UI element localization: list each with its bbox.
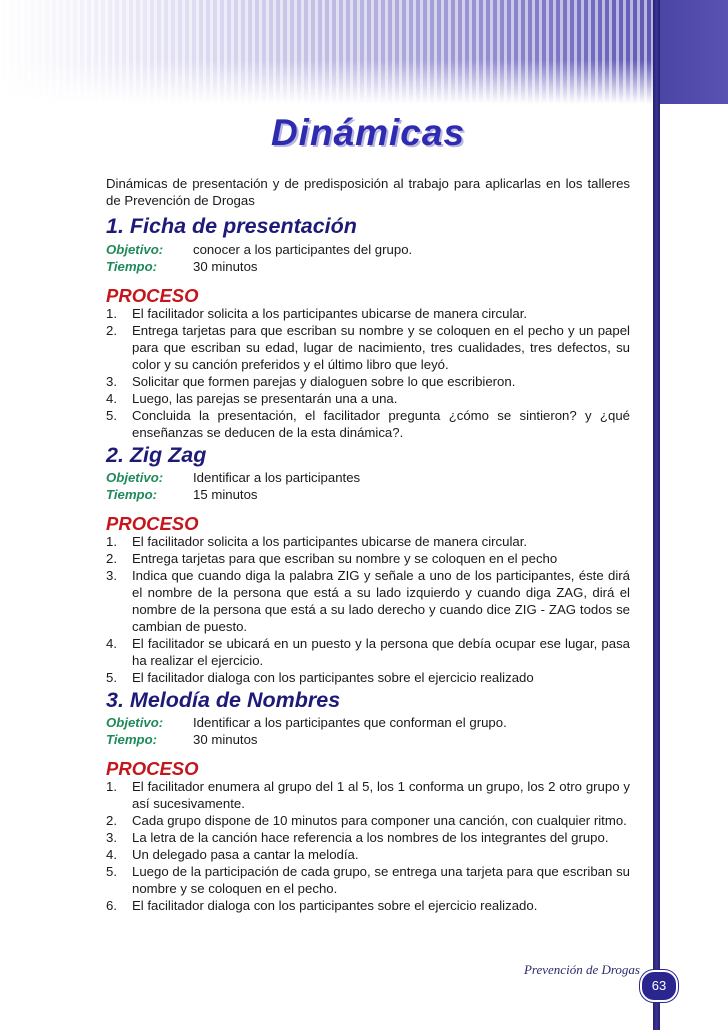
section-heading: 3. Melodía de Nombres (106, 688, 341, 712)
step-number: 3. (106, 374, 117, 389)
step-text: El facilitador solicita a los participantes ubicarse de manera circular. (132, 306, 528, 321)
step-text: El facilitador enumera al grupo del 1 al 5, los 1 conforma un grupo, los 2 otro grupo y así sucesivamente. (132, 779, 630, 811)
step-text: Indica que cuando diga la palabra ZIG y señale a uno de los participantes, éste dirá el nombre de la persona que está a su lado izquierdo y cuando diga ZAG, dirá el nombre de la persona que está a su lado derecho y cuando dice ZIG - ZAG todos se cambian de puesto. (132, 568, 630, 634)
footer-title: Prevención de Drogas (523, 962, 640, 977)
tiempo-label: Tiempo: (106, 487, 158, 502)
step-text: Concluida la presentación, el facilitador pregunta ¿cómo se sintieron? y ¿qué enseñanzas se deducen de la esta dinámica?. (132, 408, 630, 440)
step-text: Luego de la participación de cada grupo, se entrega una tarjeta para que escriban su nombre y se coloquen en el pecho. (132, 864, 630, 896)
list-item (106, 567, 630, 635)
step-text: Un delegado pasa a cantar la melodía. (132, 847, 359, 862)
step-number: 5. (106, 864, 117, 879)
step-number: 2. (106, 323, 117, 338)
step-text: Entrega tarjetas para que escriban su nombre y se coloquen en el pecho y un papel para que escriban su edad, lugar de nacimiento, tres cualidades, tres defectos, su color y su canción preferidos y el último libro que leyó. (132, 323, 630, 372)
step-number: 3. (106, 830, 117, 845)
section-meta (106, 241, 412, 275)
proceso-heading: PROCESO (106, 513, 199, 534)
list-item (106, 390, 630, 407)
steps-list (106, 533, 630, 686)
step-number: 4. (106, 847, 117, 862)
step-number: 2. (106, 813, 117, 828)
step-number: 5. (106, 408, 117, 423)
objetivo-value: Identificar a los participantes que conforman el grupo. (193, 715, 507, 730)
section-meta (106, 469, 360, 503)
list-item (106, 305, 630, 322)
right-margin-bar (653, 0, 660, 1030)
step-number: 2. (106, 551, 117, 566)
objetivo-value: conocer a los participantes del grupo. (193, 242, 413, 257)
list-item (106, 635, 630, 669)
tiempo-label: Tiempo: (106, 259, 158, 274)
step-text: Luego, las parejas se presentarán una a una. (132, 391, 398, 406)
steps-list (106, 778, 630, 914)
list-item (106, 829, 630, 846)
proceso-heading: PROCESO (106, 285, 199, 306)
tiempo-value: 15 minutos (193, 487, 258, 502)
list-item (106, 669, 630, 686)
step-number: 1. (106, 779, 117, 794)
list-item (106, 812, 630, 829)
proceso-heading: PROCESO (106, 758, 199, 779)
corner-block (660, 0, 728, 104)
objetivo-value: Identificar a los participantes (193, 470, 361, 485)
step-number: 4. (106, 391, 117, 406)
section-meta (106, 714, 507, 748)
step-text: Cada grupo dispone de 10 minutos para componer una canción, con cualquier ritmo. (132, 813, 627, 828)
tiempo-value: 30 minutos (193, 732, 258, 747)
objetivo-label: Objetivo: (106, 242, 164, 257)
step-number: 5. (106, 670, 117, 685)
page-number: 63 (640, 970, 678, 1002)
step-number: 1. (106, 306, 117, 321)
step-text: Entrega tarjetas para que escriban su nombre y se coloquen en el pecho (132, 551, 558, 566)
section-heading: 1. Ficha de presentación (106, 214, 357, 238)
list-item (106, 846, 630, 863)
step-text: El facilitador dialoga con los participantes sobre el ejercicio realizado. (132, 898, 538, 913)
tiempo-label: Tiempo: (106, 732, 158, 747)
list-item (106, 533, 630, 550)
steps-list (106, 305, 630, 441)
list-item (106, 897, 630, 914)
step-text: La letra de la canción hace referencia a los nombres de los integrantes del grupo. (132, 830, 609, 845)
page-title: Dinámicas (270, 112, 466, 153)
header-fade (0, 60, 728, 104)
list-item (106, 407, 630, 441)
step-number: 4. (106, 636, 117, 651)
list-item (106, 550, 630, 567)
step-text: El facilitador solicita a los participantes ubicarse de manera circular. (132, 534, 528, 549)
list-item (106, 373, 630, 390)
step-text: El facilitador dialoga con los participantes sobre el ejercicio realizado (132, 670, 534, 685)
step-number: 3. (106, 568, 117, 583)
step-text: Solicitar que formen parejas y dialoguen sobre lo que escribieron. (132, 374, 516, 389)
tiempo-value: 30 minutos (193, 259, 258, 274)
objetivo-label: Objetivo: (106, 470, 164, 485)
section-heading: 2. Zig Zag (106, 443, 207, 467)
list-item (106, 322, 630, 373)
step-number: 6. (106, 898, 117, 913)
intro-paragraph: Dinámicas de presentación y de predisposición al trabajo para aplicarlas en los talleres de Prevención de Drogas (106, 176, 630, 208)
list-item (106, 778, 630, 812)
list-item (106, 863, 630, 897)
step-number: 1. (106, 534, 117, 549)
objetivo-label: Objetivo: (106, 715, 164, 730)
step-text: El facilitador se ubicará en un puesto y la persona que debía ocupar ese lugar, pasa ha realizar el ejercicio. (132, 636, 630, 668)
